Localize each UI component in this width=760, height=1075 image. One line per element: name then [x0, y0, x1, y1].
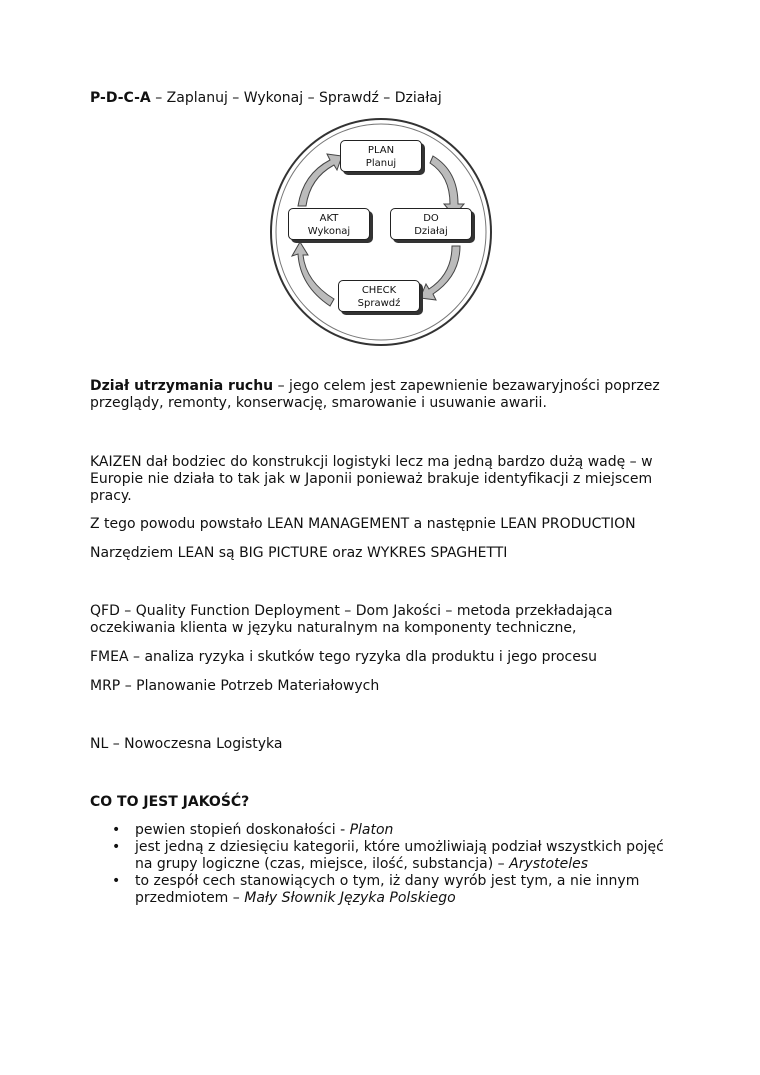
pdca-act-box	[288, 208, 370, 240]
arrow-plan-to-do	[430, 156, 464, 216]
definition-text: to zespół cech stanowiących o tym, iż dany wyrób jest tym, a nie innym przedmiotem –	[135, 873, 640, 906]
maintenance-rest: – jego celem jest zapewnienie bezawaryjności poprzez przeglądy, remonty, konserwację, smarowanie i usuwanie awarii.	[90, 378, 660, 411]
definition-text: pewien stopień doskonałości -	[135, 822, 350, 838]
mrp-paragraph: MRP – Planowanie Potrzeb Materiałowych	[90, 678, 380, 694]
pdca-check-box	[338, 280, 420, 312]
bullet-icon: •	[112, 839, 121, 855]
definition-text: jest jedną z dziesięciu kategorii, które umożliwiają podział wszystkich pojęć na grupy logiczne (czas, miejsce, ilość, substancja) –	[135, 839, 664, 872]
check-sublabel: Sprawdź	[357, 298, 401, 309]
pdca-plan-box	[340, 140, 422, 172]
pdca-title-bold: P-D-C-A	[90, 90, 151, 106]
definition-source: Mały Słownik Języka Polskiego	[244, 890, 456, 906]
bullet-icon: •	[112, 822, 121, 838]
maintenance-paragraph	[90, 378, 680, 412]
definition-source: Platon	[349, 822, 394, 838]
pdca-title	[90, 90, 680, 107]
act-label: AKT	[319, 213, 339, 224]
fmea-paragraph: FMEA – analiza ryzyka i skutków tego ryzyka dla produktu i jego procesu	[90, 649, 598, 665]
arrow-do-to-check	[420, 246, 460, 300]
plan-label: PLAN	[367, 145, 395, 156]
pdca-do-box	[390, 208, 472, 240]
plan-sublabel: Planuj	[365, 158, 397, 169]
quality-definitions-list	[90, 822, 680, 907]
pdca-cycle-diagram	[268, 116, 494, 348]
definition-source: Arystoteles	[509, 856, 588, 872]
list-item	[90, 839, 680, 873]
do-sublabel: Działaj	[414, 226, 448, 237]
pdca-title-rest: – Zaplanuj – Wykonaj – Sprawdź – Działaj	[150, 90, 442, 106]
qfd-paragraph: QFD – Quality Function Deployment – Dom Jakości – metoda przekładająca oczekiwania klienta w języku naturalnym na komponenty techniczne,	[90, 603, 613, 636]
do-label: DO	[423, 213, 439, 224]
list-item	[90, 822, 680, 839]
bullet-icon: •	[112, 873, 121, 889]
arrow-act-to-plan	[298, 154, 342, 206]
list-item	[90, 873, 680, 907]
check-label: CHECK	[361, 285, 397, 296]
quality-heading: CO TO JEST JAKOŚĆ?	[90, 794, 250, 810]
kaizen-paragraph: KAIZEN dał bodziec do konstrukcji logistyki lecz ma jedną bardzo dużą wadę – w Europie nie działa to tak jak w Japonii ponieważ brakuje identyfikacji z miejscem pracy.	[90, 454, 653, 504]
maintenance-bold: Dział utrzymania ruchu	[90, 378, 274, 394]
lean-paragraph-1: Z tego powodu powstało LEAN MANAGEMENT a następnie LEAN PRODUCTION	[90, 516, 636, 532]
act-sublabel: Wykonaj	[307, 226, 351, 237]
lean-paragraph-2: Narzędziem LEAN są BIG PICTURE oraz WYKRES SPAGHETTI	[90, 545, 508, 561]
nl-paragraph: NL – Nowoczesna Logistyka	[90, 736, 283, 752]
arrow-check-to-act	[292, 242, 334, 306]
